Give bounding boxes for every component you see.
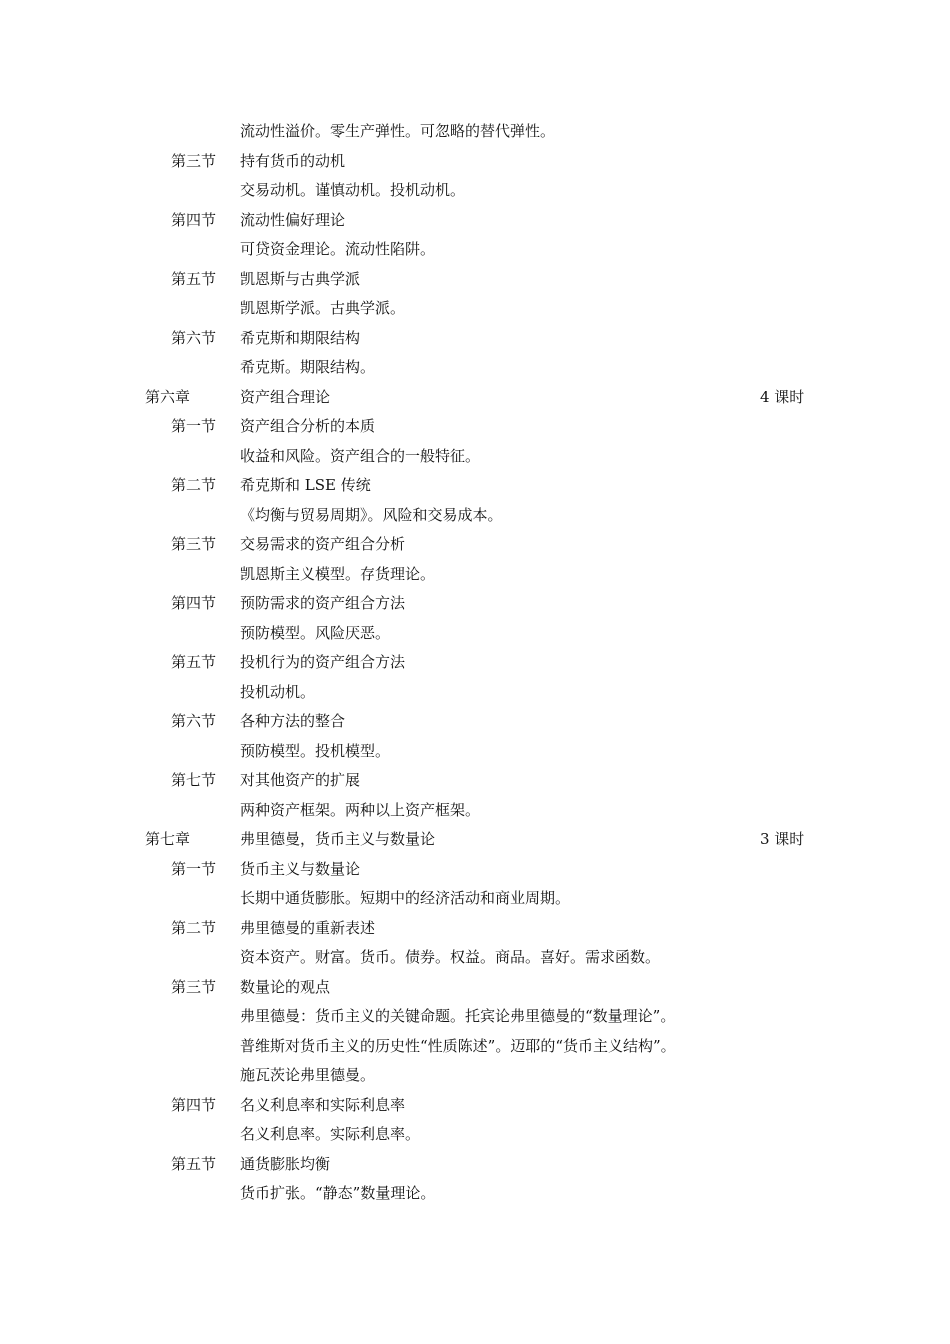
section-title: 流动性偏好理论 <box>240 210 346 229</box>
section-title: 持有货币的动机 <box>240 151 346 170</box>
content-row <box>0 737 950 767</box>
content-text: 投机动机。 <box>240 682 316 701</box>
chapter-hours: 3 课时 <box>760 830 805 848</box>
content-row <box>0 1179 950 1209</box>
content-row <box>0 796 950 826</box>
section-row <box>0 855 950 885</box>
content-row <box>0 1002 950 1032</box>
section-row <box>0 412 950 442</box>
section-label: 第一节 <box>171 859 217 878</box>
content-text: 预防模型。风险厌恶。 <box>240 623 391 642</box>
section-label: 第三节 <box>171 535 217 553</box>
content-text: 预防模型。投机模型。 <box>240 741 391 760</box>
section-label: 第五节 <box>171 269 217 288</box>
content-text: 长期中通货膨胀。短期中的经济活动和商业周期。 <box>240 889 571 907</box>
content-text: 交易动机。谨慎动机。投机动机。 <box>240 181 466 199</box>
section-label: 第五节 <box>171 653 217 671</box>
section-row <box>0 324 950 354</box>
section-label: 第四节 <box>171 594 217 612</box>
content-row <box>0 1061 950 1091</box>
syllabus-outline <box>0 117 950 1209</box>
section-label: 第二节 <box>171 918 217 937</box>
section-label: 第三节 <box>171 977 217 996</box>
content-row <box>0 1032 950 1062</box>
section-row <box>0 471 950 501</box>
section-row <box>0 648 950 678</box>
section-row <box>0 530 950 560</box>
section-title: 名义利息率和实际利息率 <box>240 1095 406 1114</box>
chapter-title: 弗里德曼，货币主义与数量论 <box>240 830 436 848</box>
section-title: 凯恩斯与古典学派 <box>240 269 361 288</box>
content-text: 普维斯对货币主义的历史性“性质陈述”。迈耶的“货币主义结构”。 <box>240 1036 676 1055</box>
content-row <box>0 235 950 265</box>
section-row <box>0 914 950 944</box>
chapter-row <box>0 383 950 413</box>
section-label: 第五节 <box>171 1154 217 1173</box>
section-title: 弗里德曼的重新表述 <box>240 918 376 937</box>
section-row <box>0 147 950 177</box>
section-title: 投机行为的资产组合方法 <box>240 653 406 671</box>
section-title: 希克斯和期限结构 <box>240 328 361 347</box>
section-title: 通货膨胀均衡 <box>240 1154 331 1173</box>
section-title: 数量论的观点 <box>240 977 331 996</box>
content-row <box>0 501 950 531</box>
section-row <box>0 1091 950 1121</box>
content-text: 收益和风险。资产组合的一般特征。 <box>240 446 481 465</box>
section-label: 第六节 <box>171 712 217 730</box>
chapter-row <box>0 825 950 855</box>
section-title: 资产组合分析的本质 <box>240 417 376 435</box>
content-row <box>0 442 950 472</box>
content-text: 名义利息率。实际利息率。 <box>240 1125 421 1143</box>
section-row <box>0 589 950 619</box>
section-label: 第二节 <box>171 476 217 494</box>
section-label: 第一节 <box>171 417 217 435</box>
chapter-label: 第七章 <box>145 830 191 848</box>
section-title: 对其他资产的扩展 <box>240 771 361 789</box>
section-label: 第六节 <box>171 328 217 347</box>
content-text: 货币扩张。“静态”数量理论。 <box>240 1184 436 1202</box>
content-text: 弗里德曼：货币主义的关键命题。托宾论弗里德曼的“数量理论”。 <box>240 1007 676 1025</box>
chapter-hours: 4 课时 <box>760 387 805 406</box>
content-text: 凯恩斯主义模型。存货理论。 <box>240 564 436 583</box>
content-text: 凯恩斯学派。古典学派。 <box>240 299 406 317</box>
section-row <box>0 265 950 295</box>
content-row <box>0 619 950 649</box>
chapter-title: 资产组合理论 <box>240 387 331 406</box>
section-label: 第四节 <box>171 1095 217 1114</box>
content-text: 资本资产。财富。货币。债券。权益。商品。喜好。需求函数。 <box>240 948 661 966</box>
section-title: 交易需求的资产组合分析 <box>240 535 406 553</box>
section-title: 希克斯和 LSE 传统 <box>240 476 371 494</box>
content-text: 两种资产框架。两种以上资产框架。 <box>240 800 481 819</box>
section-row <box>0 1150 950 1180</box>
section-label: 第七节 <box>171 771 217 789</box>
content-row <box>0 884 950 914</box>
content-row <box>0 176 950 206</box>
content-row <box>0 1120 950 1150</box>
section-row <box>0 973 950 1003</box>
section-title: 各种方法的整合 <box>240 712 346 730</box>
section-row <box>0 206 950 236</box>
content-row <box>0 943 950 973</box>
section-row <box>0 766 950 796</box>
content-text: 希克斯。期限结构。 <box>240 358 376 376</box>
chapter-label: 第六章 <box>145 387 191 406</box>
content-text: 《均衡与贸易周期》。风险和交易成本。 <box>240 505 503 524</box>
content-row <box>0 117 950 147</box>
content-text: 流动性溢价。零生产弹性。可忽略的替代弹性。 <box>240 122 556 140</box>
section-title: 货币主义与数量论 <box>240 859 361 878</box>
section-title: 预防需求的资产组合方法 <box>240 594 406 612</box>
content-row <box>0 353 950 383</box>
content-row <box>0 560 950 590</box>
content-text: 可贷资金理论。流动性陷阱。 <box>240 240 436 258</box>
content-text: 施瓦茨论弗里德曼。 <box>240 1066 376 1084</box>
section-label: 第三节 <box>171 151 217 170</box>
content-row <box>0 294 950 324</box>
section-label: 第四节 <box>171 210 217 229</box>
section-row <box>0 707 950 737</box>
content-row <box>0 678 950 708</box>
